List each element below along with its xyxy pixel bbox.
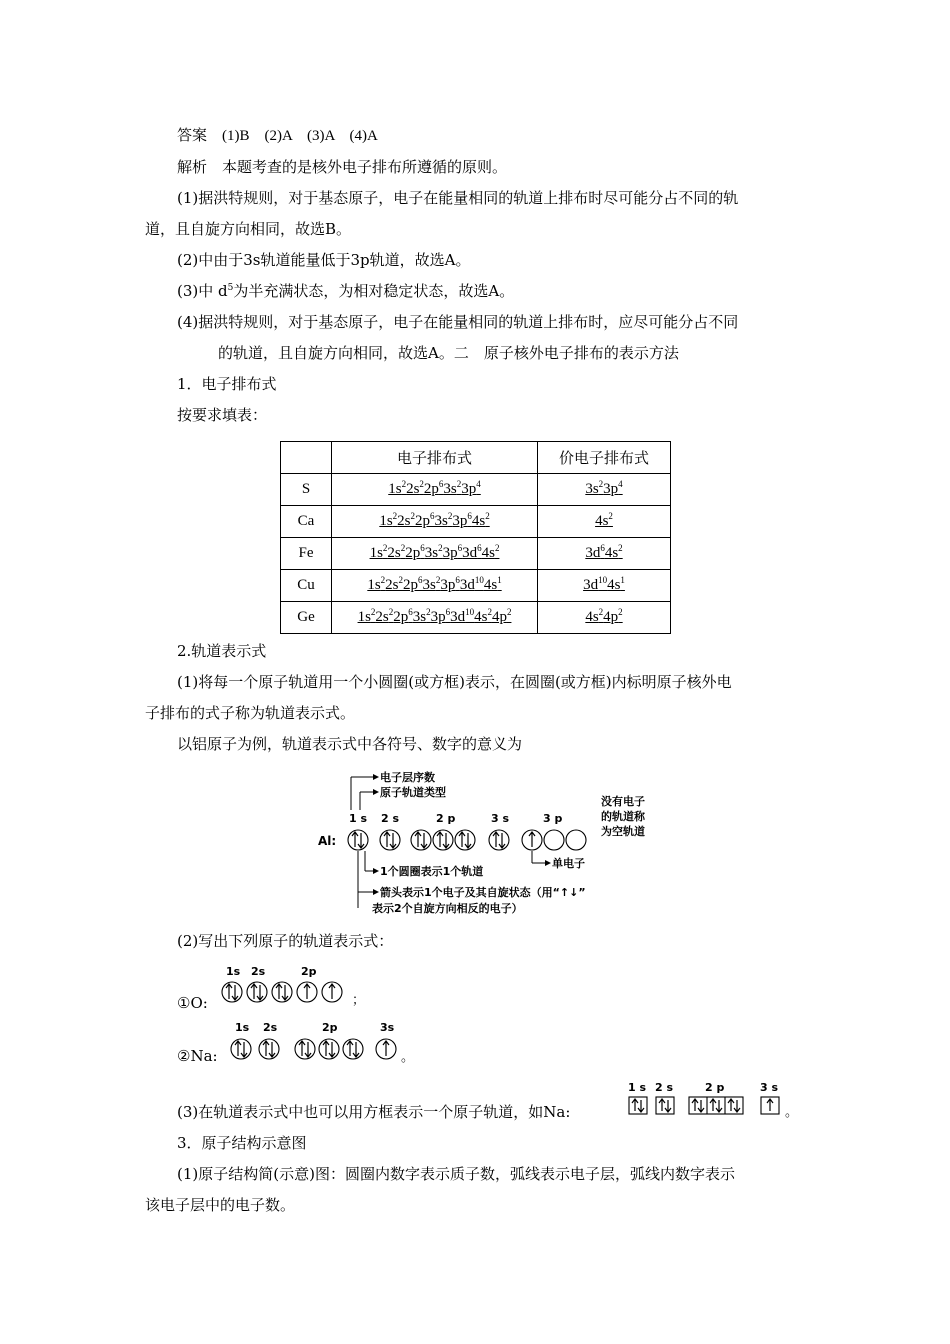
table-header-row <box>281 442 671 474</box>
orbital-term: 1s <box>369 545 383 561</box>
orbital-term: 3s <box>434 513 448 529</box>
electron-count: 2 <box>388 607 394 617</box>
config-cell <box>332 474 538 506</box>
orbital-label: 2 s <box>655 1081 674 1094</box>
config-cell <box>332 538 538 570</box>
paragraph-2: (2)中由于3s轨道能量低于3p轨道，故选A。 <box>177 251 471 269</box>
valence-cell <box>538 506 671 538</box>
element-cell: Cu <box>281 570 332 602</box>
electron-count: 4 <box>476 479 481 489</box>
table-row <box>281 538 671 570</box>
electron-count: 6 <box>457 543 463 553</box>
config-cell <box>332 506 538 538</box>
orbital-label: 2s <box>251 965 266 978</box>
orbital-circle <box>222 982 242 1002</box>
annotation-layer: 电子层序数 <box>380 771 435 784</box>
config-text <box>585 481 622 497</box>
orbital-label: 3s <box>380 1021 395 1034</box>
config-text <box>367 577 501 593</box>
orbital-term: 3p <box>442 545 458 561</box>
electron-count: 6 <box>418 575 423 585</box>
orbital-term: 2s <box>375 609 389 625</box>
config-text <box>595 513 613 529</box>
orbital-term: 2s <box>397 513 411 529</box>
orbital-term: 2s <box>387 545 401 561</box>
orbital-circle <box>348 830 368 850</box>
orbital-circle <box>295 1039 315 1059</box>
valence-cell <box>538 538 671 570</box>
orbital-box-group <box>689 1097 743 1114</box>
electron-count: 1 <box>497 575 502 585</box>
orbital-circle <box>343 1039 363 1059</box>
valence-cell <box>538 570 671 602</box>
orbital-circle <box>272 982 292 1002</box>
orbital-label: 2 p <box>705 1081 725 1094</box>
config-text <box>585 545 622 561</box>
electron-count: 2 <box>618 607 623 617</box>
section-3-p1a: (1)原子结构简(示意)图：圆圈内数字表示质子数，弧线表示电子层，弧线内数字表示 <box>177 1165 735 1183</box>
orbital-term: 2p <box>403 577 418 593</box>
orbital-term: 4p <box>603 609 619 625</box>
config-text <box>388 481 481 497</box>
section-3-title: 3．原子结构示意图 <box>177 1134 307 1152</box>
orbital-circle <box>455 830 475 850</box>
orbital-term: 4s <box>483 577 498 593</box>
electron-count: 2 <box>426 607 431 617</box>
orbital-term: 4s <box>604 545 619 561</box>
table-row <box>281 570 671 602</box>
sodium-box-diagram <box>625 1078 800 1123</box>
electron-count: 6 <box>600 543 605 553</box>
aluminium-orbital-diagram <box>318 765 668 920</box>
orbital-term: 3d <box>450 609 466 625</box>
electron-count: 6 <box>455 575 460 585</box>
paragraph-1a: (1)据洪特规则，对于基态原子，电子在能量相同的轨道上排布时尽可能分占不同的轨 <box>177 189 739 207</box>
electron-count: 2 <box>618 543 623 553</box>
orbital-term: 3d <box>585 545 601 561</box>
table-header-cell: 价电子排布式 <box>538 442 671 474</box>
electron-count: 2 <box>400 543 406 553</box>
config-cell <box>332 602 538 634</box>
section-1-title: 1．电子排布式 <box>177 375 277 393</box>
orbital-label: 1s <box>235 1021 250 1034</box>
electron-count: 6 <box>430 511 435 521</box>
orbital-term: 2s <box>406 481 420 497</box>
electron-count: 2 <box>398 575 403 585</box>
paragraph-1b: 道，且自旋方向相同，故选B。 <box>145 220 352 238</box>
oxygen-label: ①O: <box>177 994 208 1012</box>
orbital-circle <box>380 830 400 850</box>
orbital-term: 4s <box>471 513 486 529</box>
orbital-term: 3s <box>424 545 439 561</box>
orbital-box <box>629 1097 647 1114</box>
orbital-term: 3s <box>443 481 457 497</box>
config-cell <box>332 570 538 602</box>
orbital-term: 3d <box>462 545 478 561</box>
orbital-term: 1s <box>388 481 402 497</box>
sodium-orbital-diagram <box>226 1018 416 1068</box>
orbital-term: 4s <box>607 577 621 593</box>
electron-count: 10 <box>598 575 608 585</box>
orbital-circle <box>319 1039 339 1059</box>
orbital-term: 4p <box>491 609 507 625</box>
orbital-box <box>656 1097 674 1114</box>
electron-count: 2 <box>447 511 453 521</box>
table-header-cell: 电子排布式 <box>332 442 538 474</box>
orbital-term: 3p <box>461 481 477 497</box>
electron-count: 2 <box>456 479 462 489</box>
annotation-empty-2: 的轨道称 <box>601 810 645 823</box>
annotation-type: 原子轨道类型 <box>380 786 446 799</box>
electron-arrows <box>632 1099 773 1112</box>
electron-count: 2 <box>494 543 500 553</box>
orbital-label: 2p <box>322 1021 338 1034</box>
orbital-circle <box>433 830 453 850</box>
element-cell: Fe <box>281 538 332 570</box>
orbital-term: 3s <box>422 577 436 593</box>
analysis-title: 解析 本题考查的是核外电子排布所遵循的原则。 <box>177 158 508 176</box>
orbital-term: 2s <box>385 577 399 593</box>
orbital-term: 4s <box>595 513 609 529</box>
table-row <box>281 602 671 634</box>
electron-count: 10 <box>465 607 475 617</box>
valence-cell <box>538 474 671 506</box>
valence-cell <box>538 602 671 634</box>
paragraph-4a: (4)据洪特规则，对于基态原子，电子在能量相同的轨道上排布时，应尽可能分占不同 <box>177 313 739 331</box>
electron-count: 2 <box>382 543 388 553</box>
orbital-term: 4s <box>585 609 599 625</box>
oxygen-end: ； <box>352 993 366 1008</box>
section-1-intro: 按要求填表： <box>177 406 268 424</box>
electron-count: 2 <box>598 607 604 617</box>
electron-count: 6 <box>408 607 413 617</box>
electron-count: 6 <box>477 543 482 553</box>
table-row <box>281 506 671 538</box>
orbital-label: 2 p <box>436 812 456 825</box>
config-text <box>583 577 625 593</box>
orbital-circle <box>489 830 509 850</box>
electron-count: 2 <box>392 511 398 521</box>
orbital-circle <box>566 830 586 850</box>
config-text <box>585 609 622 625</box>
paragraph-3: (3)中 $d^5$为半充满状态，为相对稳定状态，故选A。 <box>177 282 515 300</box>
section-2-p1b: 子排布的式子称为轨道表示式。 <box>145 704 356 722</box>
orbital-label: 1 s <box>628 1081 647 1094</box>
orbital-term: 3s <box>585 481 599 497</box>
electron-count: 2 <box>598 479 604 489</box>
annotation-arrow-2: 表示2个自旋方向相反的电子） <box>372 902 523 915</box>
section-3-p1b: 该电子层中的电子数。 <box>145 1196 296 1214</box>
electron-count: 1 <box>620 575 625 585</box>
config-text <box>370 545 500 561</box>
orbital-label: 3 p <box>543 812 563 825</box>
orbital-term: 2p <box>423 481 439 497</box>
electron-count: 2 <box>608 511 613 521</box>
electron-count: 6 <box>445 607 451 617</box>
orbital-circle <box>411 830 431 850</box>
electron-count: 6 <box>420 543 425 553</box>
orbital-term: 3d <box>459 577 475 593</box>
orbital-label: 1 s <box>349 812 368 825</box>
orbital-term: 1s <box>379 513 393 529</box>
orbital-term: 3p <box>440 577 456 593</box>
electron-count: 2 <box>401 479 407 489</box>
element-cell: Ca <box>281 506 332 538</box>
electron-count: 10 <box>474 575 484 585</box>
paragraph-4b: 的轨道，且自旋方向相同，故选A。二 原子核外电子排布的表示方法 <box>218 344 679 362</box>
section-2-p3: (3)在轨道表示式中也可以用方框表示一个原子轨道，如Na: <box>177 1103 571 1121</box>
element-cell: Ge <box>281 602 332 634</box>
table-row <box>281 474 671 506</box>
config-text <box>379 513 489 529</box>
electron-count: 2 <box>487 607 492 617</box>
orbital-term: 2p <box>415 513 430 529</box>
electron-count: 2 <box>435 575 441 585</box>
electron-count: 4 <box>618 479 623 489</box>
electron-count: 6 <box>438 479 444 489</box>
sodium-end: 。 <box>401 1050 415 1065</box>
electron-arrows <box>235 1041 389 1057</box>
answer-line: 答案 (1)B (2)A (3)A (4)A <box>177 128 378 144</box>
electron-count: 2 <box>438 543 443 553</box>
orbital-label: 3 s <box>760 1081 779 1094</box>
orbital-term: 3d <box>583 577 599 593</box>
electron-config-table <box>280 441 671 634</box>
section-2-p1a: (1)将每一个原子轨道用一个小圆圈(或方框)表示，在圆圈(或方框)内标明原子核外电 <box>177 673 732 691</box>
orbital-term: 4s <box>481 545 495 561</box>
electron-count: 2 <box>419 479 424 489</box>
orbital-term: 1s <box>367 577 381 593</box>
section-2-title: 2.轨道表示式 <box>177 642 267 660</box>
section-2-p2: (2)写出下列原子的轨道表示式： <box>177 932 394 950</box>
annotation-single: 单电子 <box>552 857 585 870</box>
table-header-cell <box>281 442 332 474</box>
electron-count: 2 <box>506 607 512 617</box>
orbital-term: 2p <box>393 609 409 625</box>
orbital-term: 3p <box>603 481 619 497</box>
element-symbol: Al: <box>318 834 337 848</box>
orbital-term: 3p <box>452 513 468 529</box>
element-cell: S <box>281 474 332 506</box>
orbital-circle <box>231 1039 251 1059</box>
orbital-term: 3s <box>412 609 427 625</box>
annotation-arrow-1: 箭头表示1个电子及其自旋状态（用“↑↓” <box>380 886 586 899</box>
annotation-empty-1: 没有电子 <box>601 795 645 808</box>
orbital-label: 3 s <box>491 812 510 825</box>
orbital-label: 2p <box>301 965 317 978</box>
orbital-term: 4s <box>474 609 488 625</box>
orbital-circle <box>259 1039 279 1059</box>
electron-count: 2 <box>410 511 415 521</box>
orbital-label: 2 s <box>381 812 400 825</box>
electron-count: 6 <box>467 511 472 521</box>
box-end: 。 <box>785 1105 799 1120</box>
orbital-circle <box>247 982 267 1002</box>
orbital-term: 1s <box>357 609 371 625</box>
sodium-label: ②Na: <box>177 1047 218 1065</box>
annotation-circle: 1个圆圈表示1个轨道 <box>380 865 484 878</box>
orbital-circle <box>544 830 564 850</box>
orbital-term: 2p <box>405 545 421 561</box>
oxygen-orbital-diagram <box>216 962 376 1012</box>
electron-count: 2 <box>380 575 386 585</box>
section-2-example: 以铝原子为例，轨道表示式中各符号、数字的意义为 <box>177 735 523 753</box>
annotation-empty-3: 为空轨道 <box>601 825 645 838</box>
config-text <box>358 609 512 625</box>
electron-count: 2 <box>485 511 490 521</box>
orbital-label: 1s <box>226 965 241 978</box>
orbital-label: 2s <box>263 1021 278 1034</box>
orbital-term: 3p <box>430 609 446 625</box>
electron-count: 2 <box>370 607 376 617</box>
